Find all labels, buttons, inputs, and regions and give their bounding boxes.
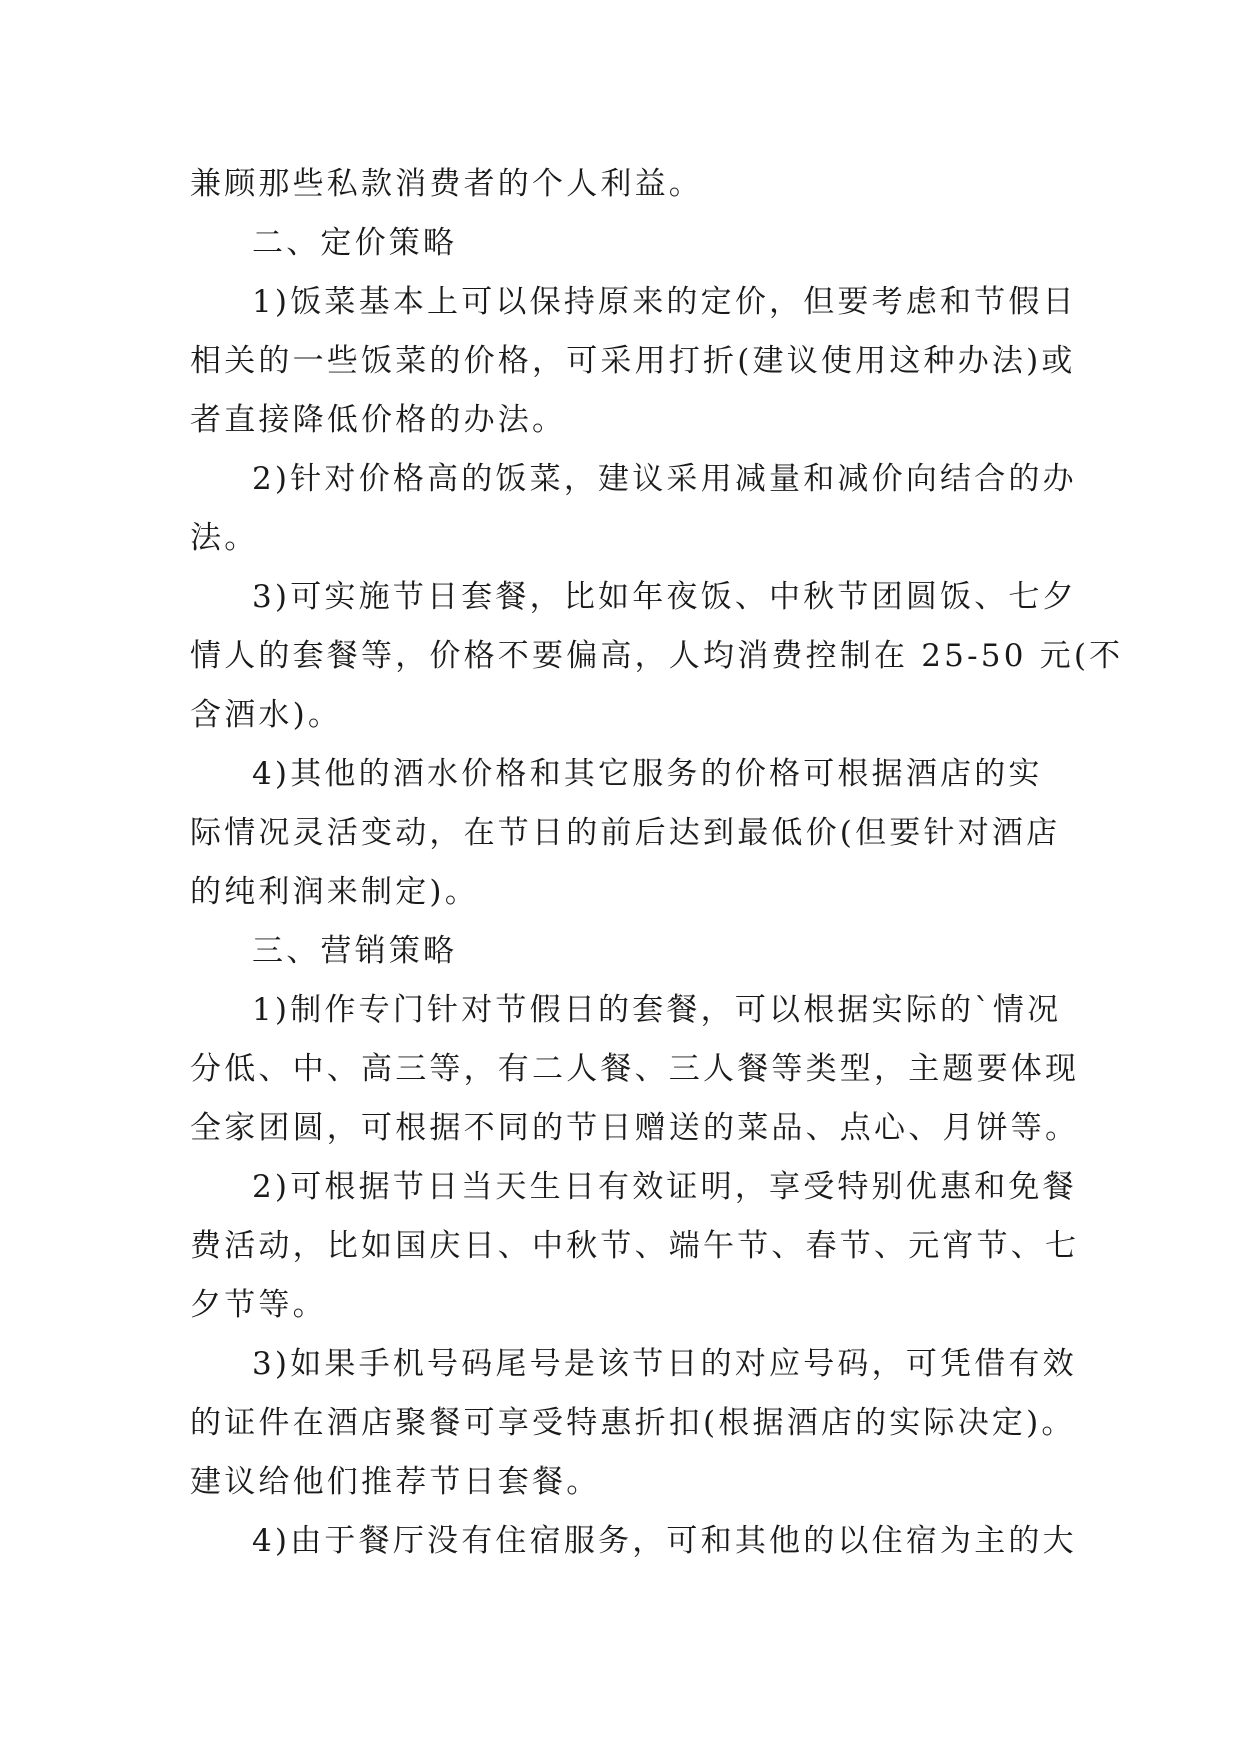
paragraph-line: 1)制作专门针对节假日的套餐，可以根据实际的`情况	[252, 992, 1062, 1028]
paragraph-line: 兼顾那些私款消费者的个人利益。	[190, 166, 703, 202]
paragraph-line: 分低、中、高三等，有二人餐、三人餐等类型，主题要体现	[190, 1051, 1080, 1087]
paragraph-line: 3)可实施节日套餐，比如年夜饭、中秋节团圆饭、七夕	[252, 579, 1077, 615]
section-heading: 三、营销策略	[252, 933, 458, 969]
paragraph-line: 法。	[190, 520, 259, 556]
paragraph-line: 相关的一些饭菜的价格，可采用打折(建议使用这种办法)或	[190, 343, 1076, 379]
paragraph-line: 1)饭菜基本上可以保持原来的定价，但要考虑和节假日	[252, 284, 1077, 320]
paragraph-line: 的证件在酒店聚餐可享受特惠折扣(根据酒店的实际决定)。	[190, 1405, 1076, 1441]
paragraph-line: 2)可根据节日当天生日有效证明，享受特别优惠和免餐	[252, 1169, 1077, 1205]
paragraph-line: 的纯利润来制定)。	[190, 874, 479, 910]
paragraph-line: 4)其他的酒水价格和其它服务的价格可根据酒店的实	[252, 756, 1043, 792]
paragraph-line: 夕节等。	[190, 1287, 327, 1323]
paragraph-line: 际情况灵活变动，在节日的前后达到最低价(但要针对酒店	[190, 815, 1061, 851]
paragraph-line: 4)由于餐厅没有住宿服务，可和其他的以住宿为主的大	[252, 1523, 1077, 1559]
paragraph-line: 2)针对价格高的饭菜，建议采用减量和减价向结合的办	[252, 461, 1077, 497]
paragraph-line: 费活动，比如国庆日、中秋节、端午节、春节、元宵节、七	[190, 1228, 1080, 1264]
paragraph-line: 者直接降低价格的办法。	[190, 402, 567, 438]
paragraph-line: 建议给他们推荐节日套餐。	[190, 1464, 601, 1500]
paragraph-line: 含酒水)。	[190, 697, 343, 733]
paragraph-line: 3)如果手机号码尾号是该节日的对应号码，可凭借有效	[252, 1346, 1077, 1382]
paragraph-line: 情人的套餐等，价格不要偏高，人均消费控制在 25-50 元(不	[190, 638, 1124, 674]
section-heading: 二、定价策略	[252, 225, 458, 261]
paragraph-line: 全家团圆，可根据不同的节日赠送的菜品、点心、月饼等。	[190, 1110, 1080, 1146]
